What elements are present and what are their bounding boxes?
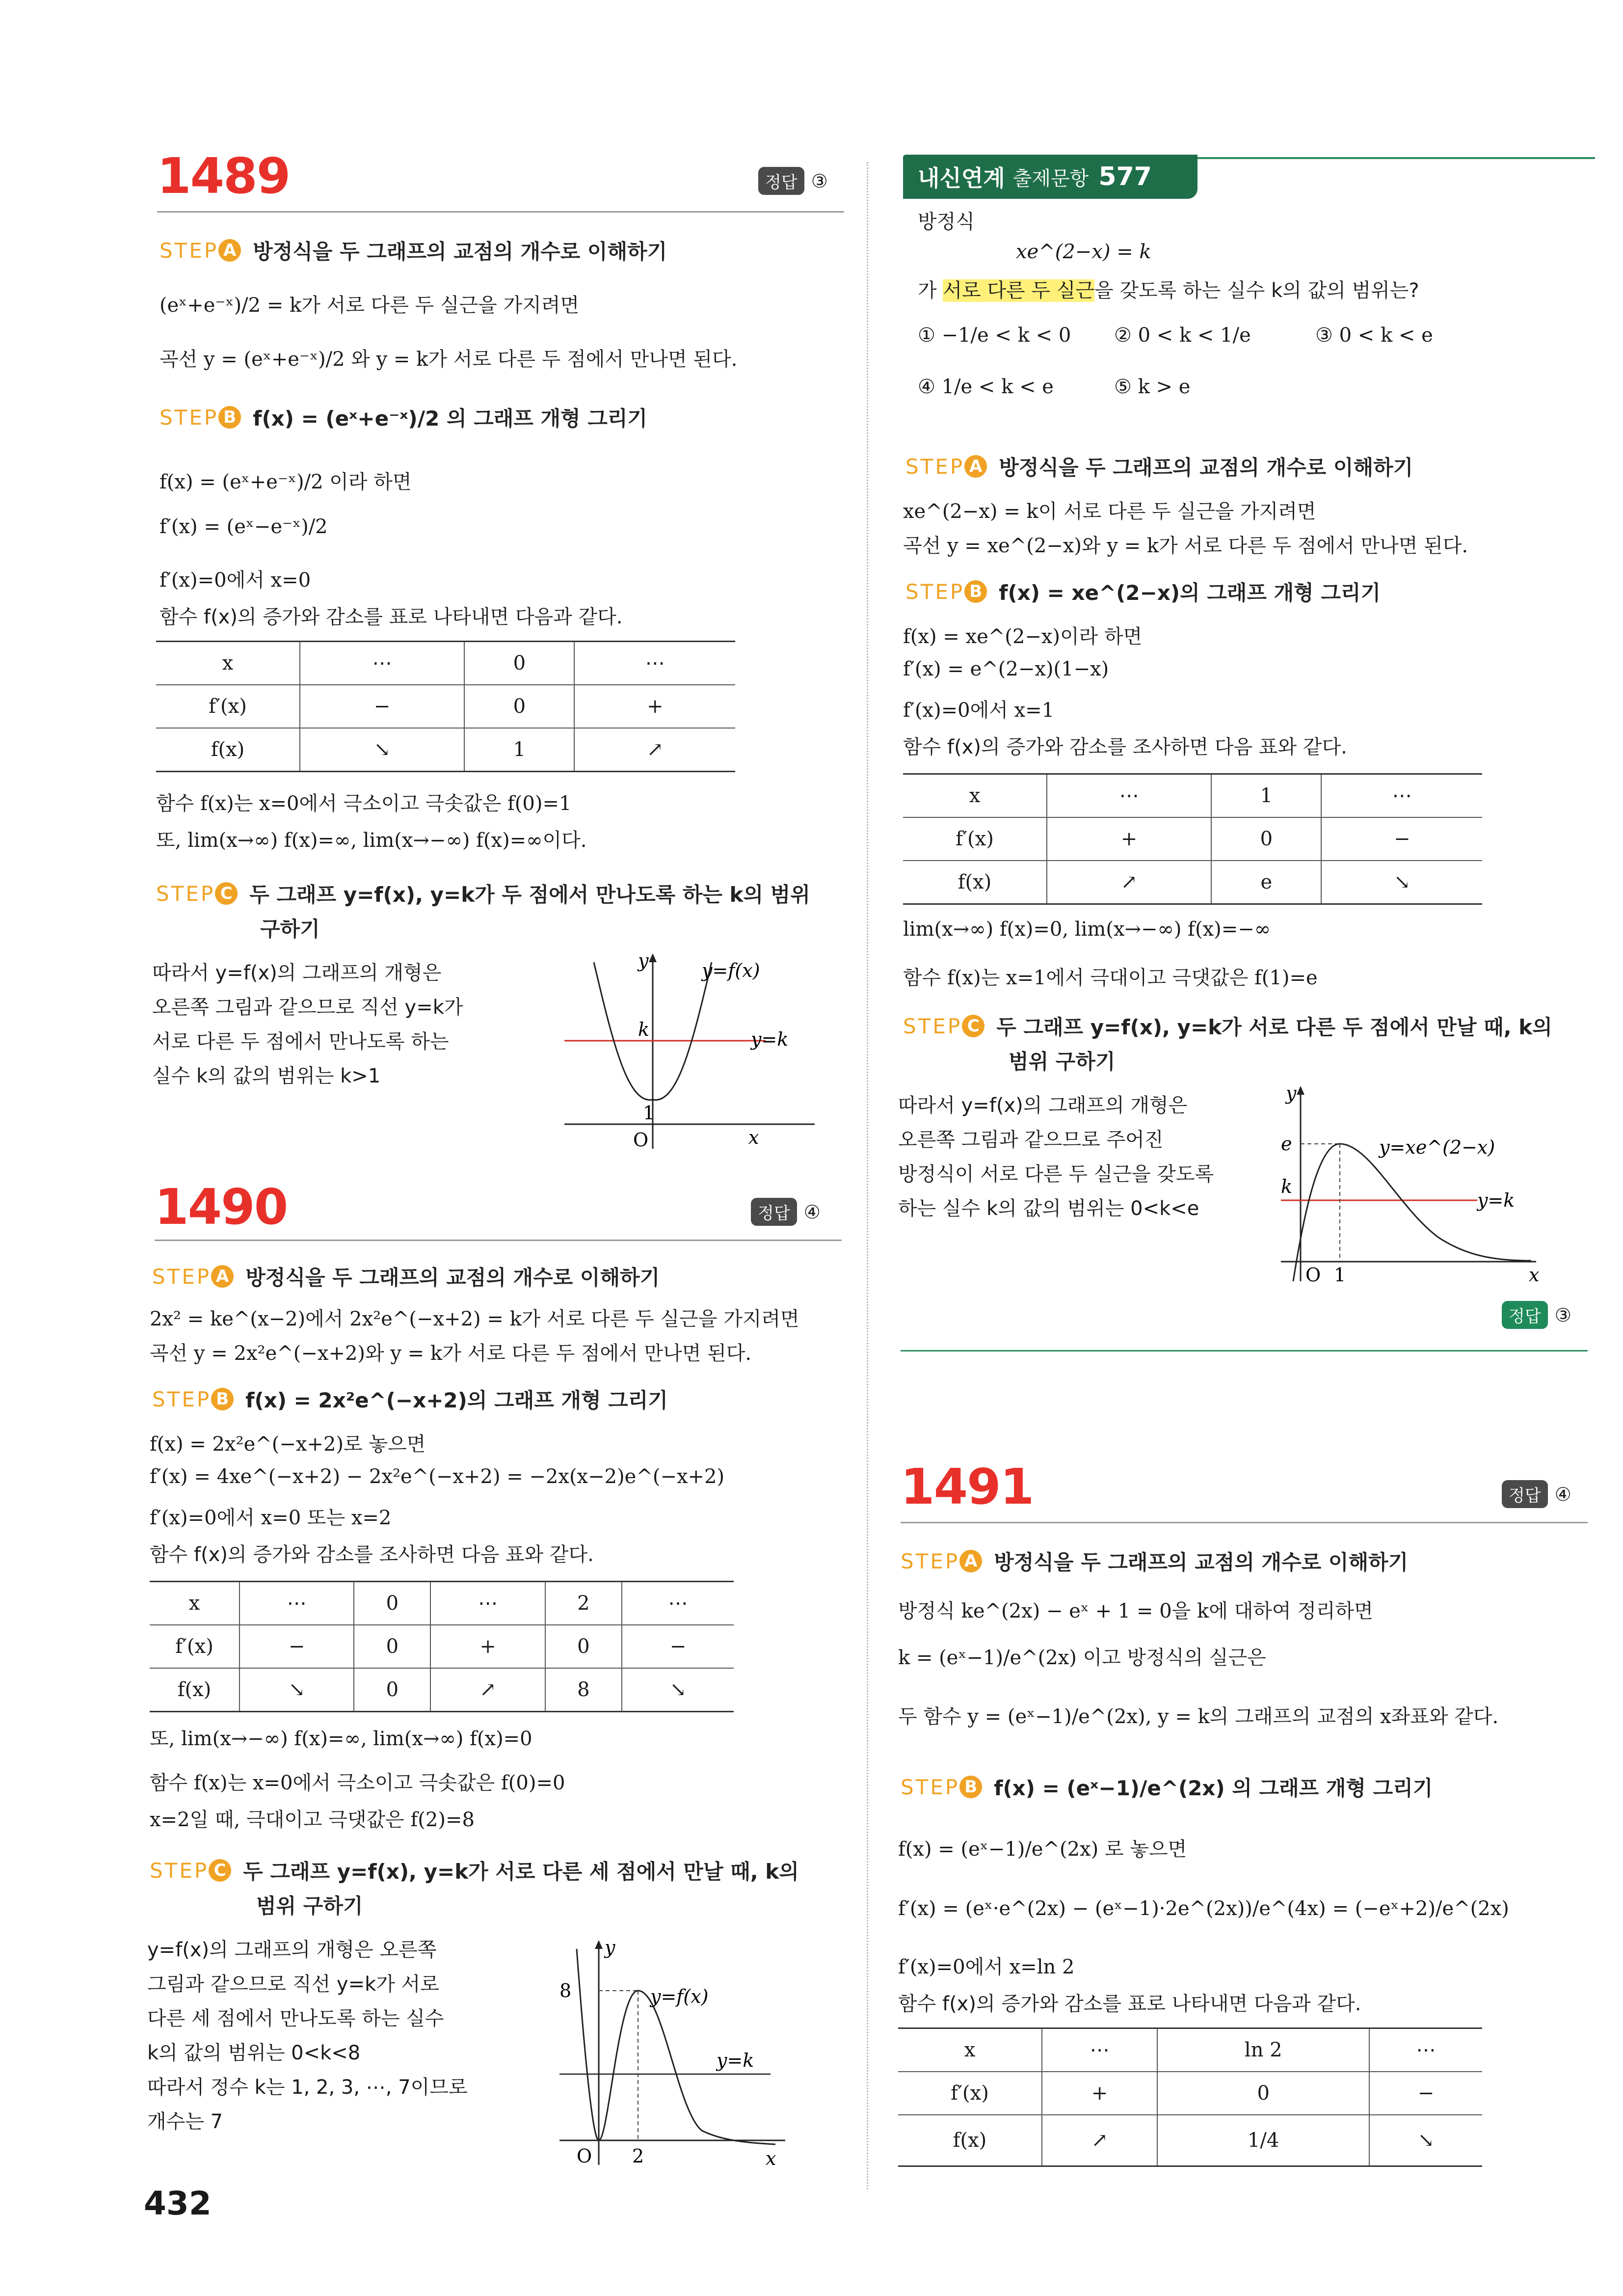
text-line: 오른쪽 그림과 같으므로 직선 y=k가: [152, 996, 463, 1019]
step-c-header: STEP C 두 그래프 y=f(x), y=k가 서로 다른 두 점에서 만날 때, k의: [903, 1014, 1552, 1039]
answer-tag: 정답: [751, 1198, 797, 1226]
tick-1: 1: [1334, 1264, 1346, 1286]
tick-2: 2: [632, 2145, 644, 2167]
text-line: f(x) = 2x²e^(−x+2)로 놓으면: [150, 1433, 426, 1456]
text-line: f′(x) = (eˣ·e^(2x) − (eˣ−1)·2e^(2x))/e^(4x) = (−eˣ+2)/e^(2x): [898, 1897, 1509, 1920]
axis-label-x: x: [1529, 1264, 1540, 1286]
answer-badge-577: [1502, 1301, 1571, 1329]
origin-label: O: [1305, 1264, 1321, 1286]
curve-label: y=xe^(2−x): [1379, 1136, 1495, 1158]
banner-577: 내신연계 출제문항 577: [903, 155, 1197, 199]
k-label: k: [1281, 1176, 1293, 1197]
curve-label: y=f(x): [702, 960, 760, 981]
text-line: f′(x) = (eˣ−e⁻ˣ)/2: [160, 515, 328, 538]
question-text: 방정식: [918, 211, 975, 233]
answer-value: ③: [1554, 1304, 1571, 1326]
answer-tag: 정답: [758, 167, 804, 195]
choice-4: ④ 1/e < k < e: [918, 376, 1054, 398]
answer-value: ④: [803, 1201, 821, 1223]
k-label: k: [638, 1019, 650, 1040]
text-line: 곡선 y = (eˣ+e⁻ˣ)/2 와 y = k가 서로 다른 두 점에서 만나면 된다.: [160, 348, 738, 371]
text-line: 개수는 7: [147, 2110, 223, 2133]
tick-e: e: [1281, 1133, 1292, 1155]
origin-label: O: [633, 1129, 649, 1151]
step-c-header-cont: 범위 구하기: [256, 1894, 363, 1918]
text-line: 함수 f(x)의 증가와 감소를 표로 나타내면 다음과 같다.: [898, 1993, 1361, 2015]
curve-fx: [577, 1949, 775, 2144]
text-line: 방정식이 서로 다른 두 실근을 갖도록: [898, 1163, 1214, 1186]
section-divider: [901, 1522, 1588, 1523]
text-line: y=f(x)의 그래프의 개형은 오른쪽: [147, 1939, 437, 1961]
step-c-header-cont: 범위 구하기: [1009, 1050, 1116, 1074]
text-line: 오른쪽 그림과 같으므로 주어진: [898, 1129, 1164, 1151]
axis-label-y: y: [605, 1937, 615, 1958]
text-line: f′(x)=0에서 x=0: [160, 569, 311, 592]
curve-fx: [1293, 1144, 1531, 1281]
text-line: 함수 f(x)의 증가와 감소를 조사하면 다음 표와 같다.: [903, 736, 1347, 758]
text-line: 함수 f(x)의 증가와 감소를 조사하면 다음 표와 같다.: [150, 1543, 594, 1566]
graph-577: [1271, 1080, 1546, 1286]
text-line: f′(x) = e^(2−x)(1−x): [903, 658, 1109, 680]
step-c-header: STEP C 두 그래프 y=f(x), y=k가 서로 다른 세 점에서 만날 때, k의: [150, 1858, 799, 1884]
text-line: 실수 k의 값의 범위는 k>1: [152, 1065, 381, 1087]
column-divider: [867, 162, 868, 2189]
text-line: f(x) = xe^(2−x)이라 하면: [903, 625, 1143, 648]
text-line: 곡선 y = 2x²e^(−x+2)와 y = k가 서로 다른 두 점에서 만나면 된다.: [150, 1342, 752, 1365]
answer-badge-1490: [751, 1198, 821, 1226]
text-line: 함수 f(x)는 x=1에서 극대이고 극댓값은 f(1)=e: [903, 967, 1318, 989]
step-c-header: STEP C 두 그래프 y=f(x), y=k가 두 점에서 만나도록 하는 k의 범위: [156, 881, 810, 907]
text-line: lim(x→∞) f(x)=0, lim(x→−∞) f(x)=−∞: [903, 918, 1271, 941]
text-line: 또, lim(x→∞) f(x)=∞, lim(x→−∞) f(x)=∞이다.: [156, 829, 587, 852]
text-line: 따라서 y=f(x)의 그래프의 개형은: [152, 962, 442, 984]
text-line: 따라서 y=f(x)의 그래프의 개형은: [898, 1094, 1188, 1117]
origin-label: O: [577, 2145, 592, 2167]
problem-number-1489: 1489: [157, 147, 290, 205]
question-text: 가 서로 다른 두 실근을 갖도록 하는 실수 k의 값의 범위는?: [918, 279, 1419, 302]
text-line: 서로 다른 두 점에서 만나도록 하는: [152, 1030, 449, 1053]
text-line: f′(x)=0에서 x=ln 2: [898, 1956, 1075, 1978]
line-label: y=k: [1477, 1189, 1515, 1211]
answer-badge-1491: [1502, 1480, 1571, 1508]
text-line: 곡선 y = xe^(2−x)와 y = k가 서로 다른 두 점에서 만나면 된다.: [903, 535, 1468, 557]
text-line: 함수 f(x)는 x=0에서 극소이고 극솟값은 f(0)=1: [156, 792, 572, 815]
sign-table-1491: x ⋯ ln 2 ⋯ f′(x) + 0 − f(x) ↗ 1/4 ↘: [898, 2027, 1482, 2167]
page-number: 432: [144, 2185, 212, 2222]
text-line: (eˣ+e⁻ˣ)/2 = k가 서로 다른 두 실근을 가지려면: [160, 294, 580, 317]
axis-label-y: y: [1286, 1082, 1297, 1104]
step-a-header: STEP A 방정식을 두 그래프의 교점의 개수로 이해하기: [905, 454, 1413, 480]
graph-1489: [555, 947, 829, 1154]
text-line: 따라서 정수 k는 1, 2, 3, ⋯, 7이므로: [147, 2076, 468, 2099]
section-divider: [155, 1240, 842, 1241]
text-line: 다른 세 점에서 만나도록 하는 실수: [147, 2007, 444, 2030]
text-line: f′(x)=0에서 x=1: [903, 699, 1055, 722]
graph-1490: [550, 1934, 795, 2170]
axis-label-x: x: [766, 2148, 776, 2169]
problem-number-1491: 1491: [901, 1458, 1034, 1515]
choice-3: ③ 0 < k < e: [1315, 324, 1433, 347]
answer-value: ④: [1554, 1483, 1571, 1505]
text-line: f(x) = (eˣ−1)/e^(2x) 로 놓으면: [898, 1838, 1187, 1861]
axis-label-x: x: [748, 1127, 759, 1148]
question-equation: xe^(2−x) = k: [1016, 241, 1151, 263]
text-line: 함수 f(x)는 x=0에서 극소이고 극솟값은 f(0)=0: [150, 1772, 565, 1794]
text-line: x=2일 때, 극대이고 극댓값은 f(2)=8: [150, 1809, 475, 1831]
answer-value: ③: [811, 170, 828, 192]
line-label: y=k: [717, 2050, 754, 2071]
curve-label: y=f(x): [650, 1986, 709, 2007]
tick-8: 8: [559, 1980, 572, 2001]
text-line: f′(x) = 4xe^(−x+2) − 2x²e^(−x+2) = −2x(x−2)e^(−x+2): [150, 1465, 725, 1488]
step-a-header: STEP A 방정식을 두 그래프의 교점의 개수로 이해하기: [901, 1549, 1409, 1574]
step-b-header: STEP B f(x) = (eˣ+e⁻ˣ)/2 의 그래프 개형 그리기: [160, 405, 647, 431]
step-b-header: STEP B f(x) = 2x²e^(−x+2)의 그래프 개형 그리기: [152, 1387, 668, 1412]
step-c-header-cont: 구하기: [260, 917, 320, 941]
text-line: xe^(2−x) = k이 서로 다른 두 실근을 가지려면: [903, 500, 1316, 523]
text-line: 방정식 ke^(2x) − eˣ + 1 = 0을 k에 대하여 정리하면: [898, 1600, 1373, 1622]
text-line: 그림과 같으므로 직선 y=k가 서로: [147, 1973, 439, 1996]
line-label: y=k: [751, 1028, 789, 1050]
choice-5: ⑤ k > e: [1114, 376, 1191, 398]
text-line: 하는 실수 k의 값의 범위는 0<k<e: [898, 1197, 1199, 1220]
step-a-header: STEP A 방정식을 두 그래프의 교점의 개수로 이해하기: [152, 1264, 660, 1290]
step-b-header: STEP B f(x) = (eˣ−1)/e^(2x) 의 그래프 개형 그리기: [901, 1775, 1433, 1800]
min-label: 1: [643, 1102, 655, 1124]
answer-badge-1489: [758, 167, 828, 195]
text-line: 2x² = ke^(x−2)에서 2x²e^(−x+2) = k가 서로 다른 두 실근을 가지려면: [150, 1308, 799, 1330]
sign-table-1490: x ⋯ 0 ⋯ 2 ⋯ f′(x) − 0 + 0 − f(x) ↘ 0 ↗ 8 ↘: [150, 1581, 734, 1712]
text-line: 함수 f(x)의 증가와 감소를 표로 나타내면 다음과 같다.: [160, 606, 623, 628]
text-line: k = (eˣ−1)/e^(2x) 이고 방정식의 실근은: [898, 1647, 1266, 1669]
axis-label-y: y: [638, 950, 649, 972]
text-line: 또, lim(x→−∞) f(x)=∞, lim(x→∞) f(x)=0: [150, 1728, 532, 1750]
section-divider: [157, 211, 844, 213]
problem-number-1490: 1490: [155, 1178, 288, 1236]
choice-2: ② 0 < k < 1/e: [1114, 324, 1251, 347]
step-b-header: STEP B f(x) = xe^(2−x)의 그래프 개형 그리기: [905, 579, 1381, 605]
choice-1: ① −1/e < k < 0: [918, 324, 1071, 347]
sign-table-1489: x ⋯ 0 ⋯ f′(x) − 0 + f(x) ↘ 1 ↗: [156, 641, 735, 772]
text-line: 두 함수 y = (eˣ−1)/e^(2x), y = k의 그래프의 교점의 x좌표와 같다.: [898, 1705, 1499, 1728]
text-line: f′(x)=0에서 x=0 또는 x=2: [150, 1507, 392, 1529]
sign-table-577: x ⋯ 1 ⋯ f′(x) + 0 − f(x) ↗ e ↘: [903, 773, 1482, 905]
answer-tag: 정답: [1502, 1301, 1548, 1329]
highlight: 서로 다른 두 실근: [943, 279, 1094, 302]
answer-tag: 정답: [1502, 1480, 1548, 1508]
step-a-header: STEP A 방정식을 두 그래프의 교점의 개수로 이해하기: [160, 238, 667, 264]
section-divider: [901, 1350, 1588, 1351]
text-line: f(x) = (eˣ+e⁻ˣ)/2 이라 하면: [160, 471, 412, 493]
text-line: k의 값의 범위는 0<k<8: [147, 2042, 361, 2064]
